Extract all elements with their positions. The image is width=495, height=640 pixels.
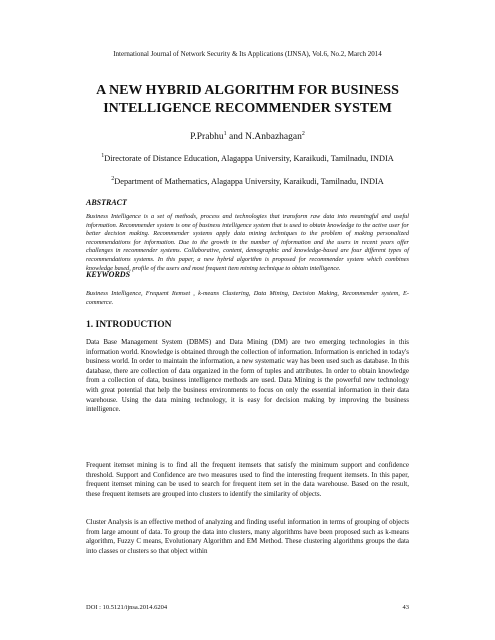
affiliation-2 — [0, 177, 495, 186]
author-2: N.Anbazhagan — [245, 132, 302, 142]
abstract-text: Business Intelligence is a set of methods, process and technologies that transform raw data into meaningful and useful information. Recommender system is one of business intelligence system that is used to obtain knowledge to the active user for better decision making. Recommender systems apply data mining techniques to the problem of making personalized recommendations for information. Due to the growth in the number of information and the users in recent years offer challenges in recommender systems. Collaborative, content, demographic and knowledge-based are four different types of recommendations systems. In this paper, a new hybrid algorithm is proposed for recommender system which combines knowledge based, profile of the users and most frequent item mining technique to obtain intelligence. — [86, 213, 409, 272]
author-1: P.Prabhu — [190, 132, 224, 142]
title-line-1: A NEW HYBRID ALGORITHM FOR BUSINESS — [96, 83, 399, 98]
intro-paragraph-2: Frequent itemset mining is to find all the frequent itemsets that satisfy the minimum support and confidence threshold. Support and Confidence are two measures used to find the interesting frequent itemsets. In this paper, frequent itemset mining can be used to search for frequent item set in the data warehouse. Based on the result, these frequent itemsets are grouped into clusters to identify the similarity of objects. — [86, 461, 409, 498]
affiliation-2-sup: 2 — [111, 176, 115, 183]
introduction-heading: 1. INTRODUCTION — [86, 320, 172, 330]
title-line-2: INTELLIGENCE RECOMMENDER SYSTEM — [103, 101, 392, 116]
keywords-text: Business Intelligence, Frequent Itemset , k-means Clustering, Data Mining, Decision Making, Recommender system, E-commerce. — [86, 290, 409, 306]
author-1-sup: 1 — [223, 130, 227, 137]
author-list — [0, 132, 495, 142]
intro-paragraph-3: Cluster Analysis is an effective method of analyzing and finding useful information in terms of grouping of objects from large amount of data. To group the data into clusters, many algorithms have been proposed such as k-means algorithm, Fuzzy C means, Evolutionary Algorithm and EM Method. These clustering algorithms groups the data into classes or clusters so that object within — [86, 518, 409, 555]
intro-paragraph-1: Data Base Management System (DBMS) and Data Mining (DM) are two emerging technologies in this information world. Knowledge is obtained through the collection of information. Information is enriched in today's business world. In order to maintain the information, a new systematic way has been used such as database. In this database, there are collection of data organized in the form of tuples and attributes. In order to obtain knowledge from a collection of data, business intelligence methods are used. Data Mining is the powerful new technology with great potential that help the business environments to focus on only the essential information in their data warehouse. Using the data mining technology, it is easy for decision making by improving the business intelligence. — [86, 338, 409, 414]
running-head: International Journal of Network Security & Its Applications (IJNSA), Vol.6, No.2, March 2014 — [113, 50, 382, 58]
affiliation-2-text: Department of Mathematics, Alagappa University, Karaikudi, Tamilnadu, INDIA — [114, 177, 384, 186]
doi-text: DOI : 10.5121/ijnsa.2014.6204 — [86, 604, 168, 611]
author-2-sup: 2 — [301, 130, 305, 137]
affiliation-1-sup: 1 — [101, 153, 105, 160]
paper-title — [0, 82, 495, 118]
keywords-heading: KEYWORDS — [86, 270, 131, 279]
author-connector: and — [226, 132, 246, 142]
page-number: 43 — [402, 604, 409, 611]
affiliation-1-text: Directorate of Distance Education, Alagappa University, Karaikudi, Tamilnadu, INDIA — [104, 154, 394, 163]
affiliation-1 — [0, 154, 495, 163]
page-footer — [86, 604, 409, 611]
abstract-heading: ABSTRACT — [86, 198, 127, 207]
